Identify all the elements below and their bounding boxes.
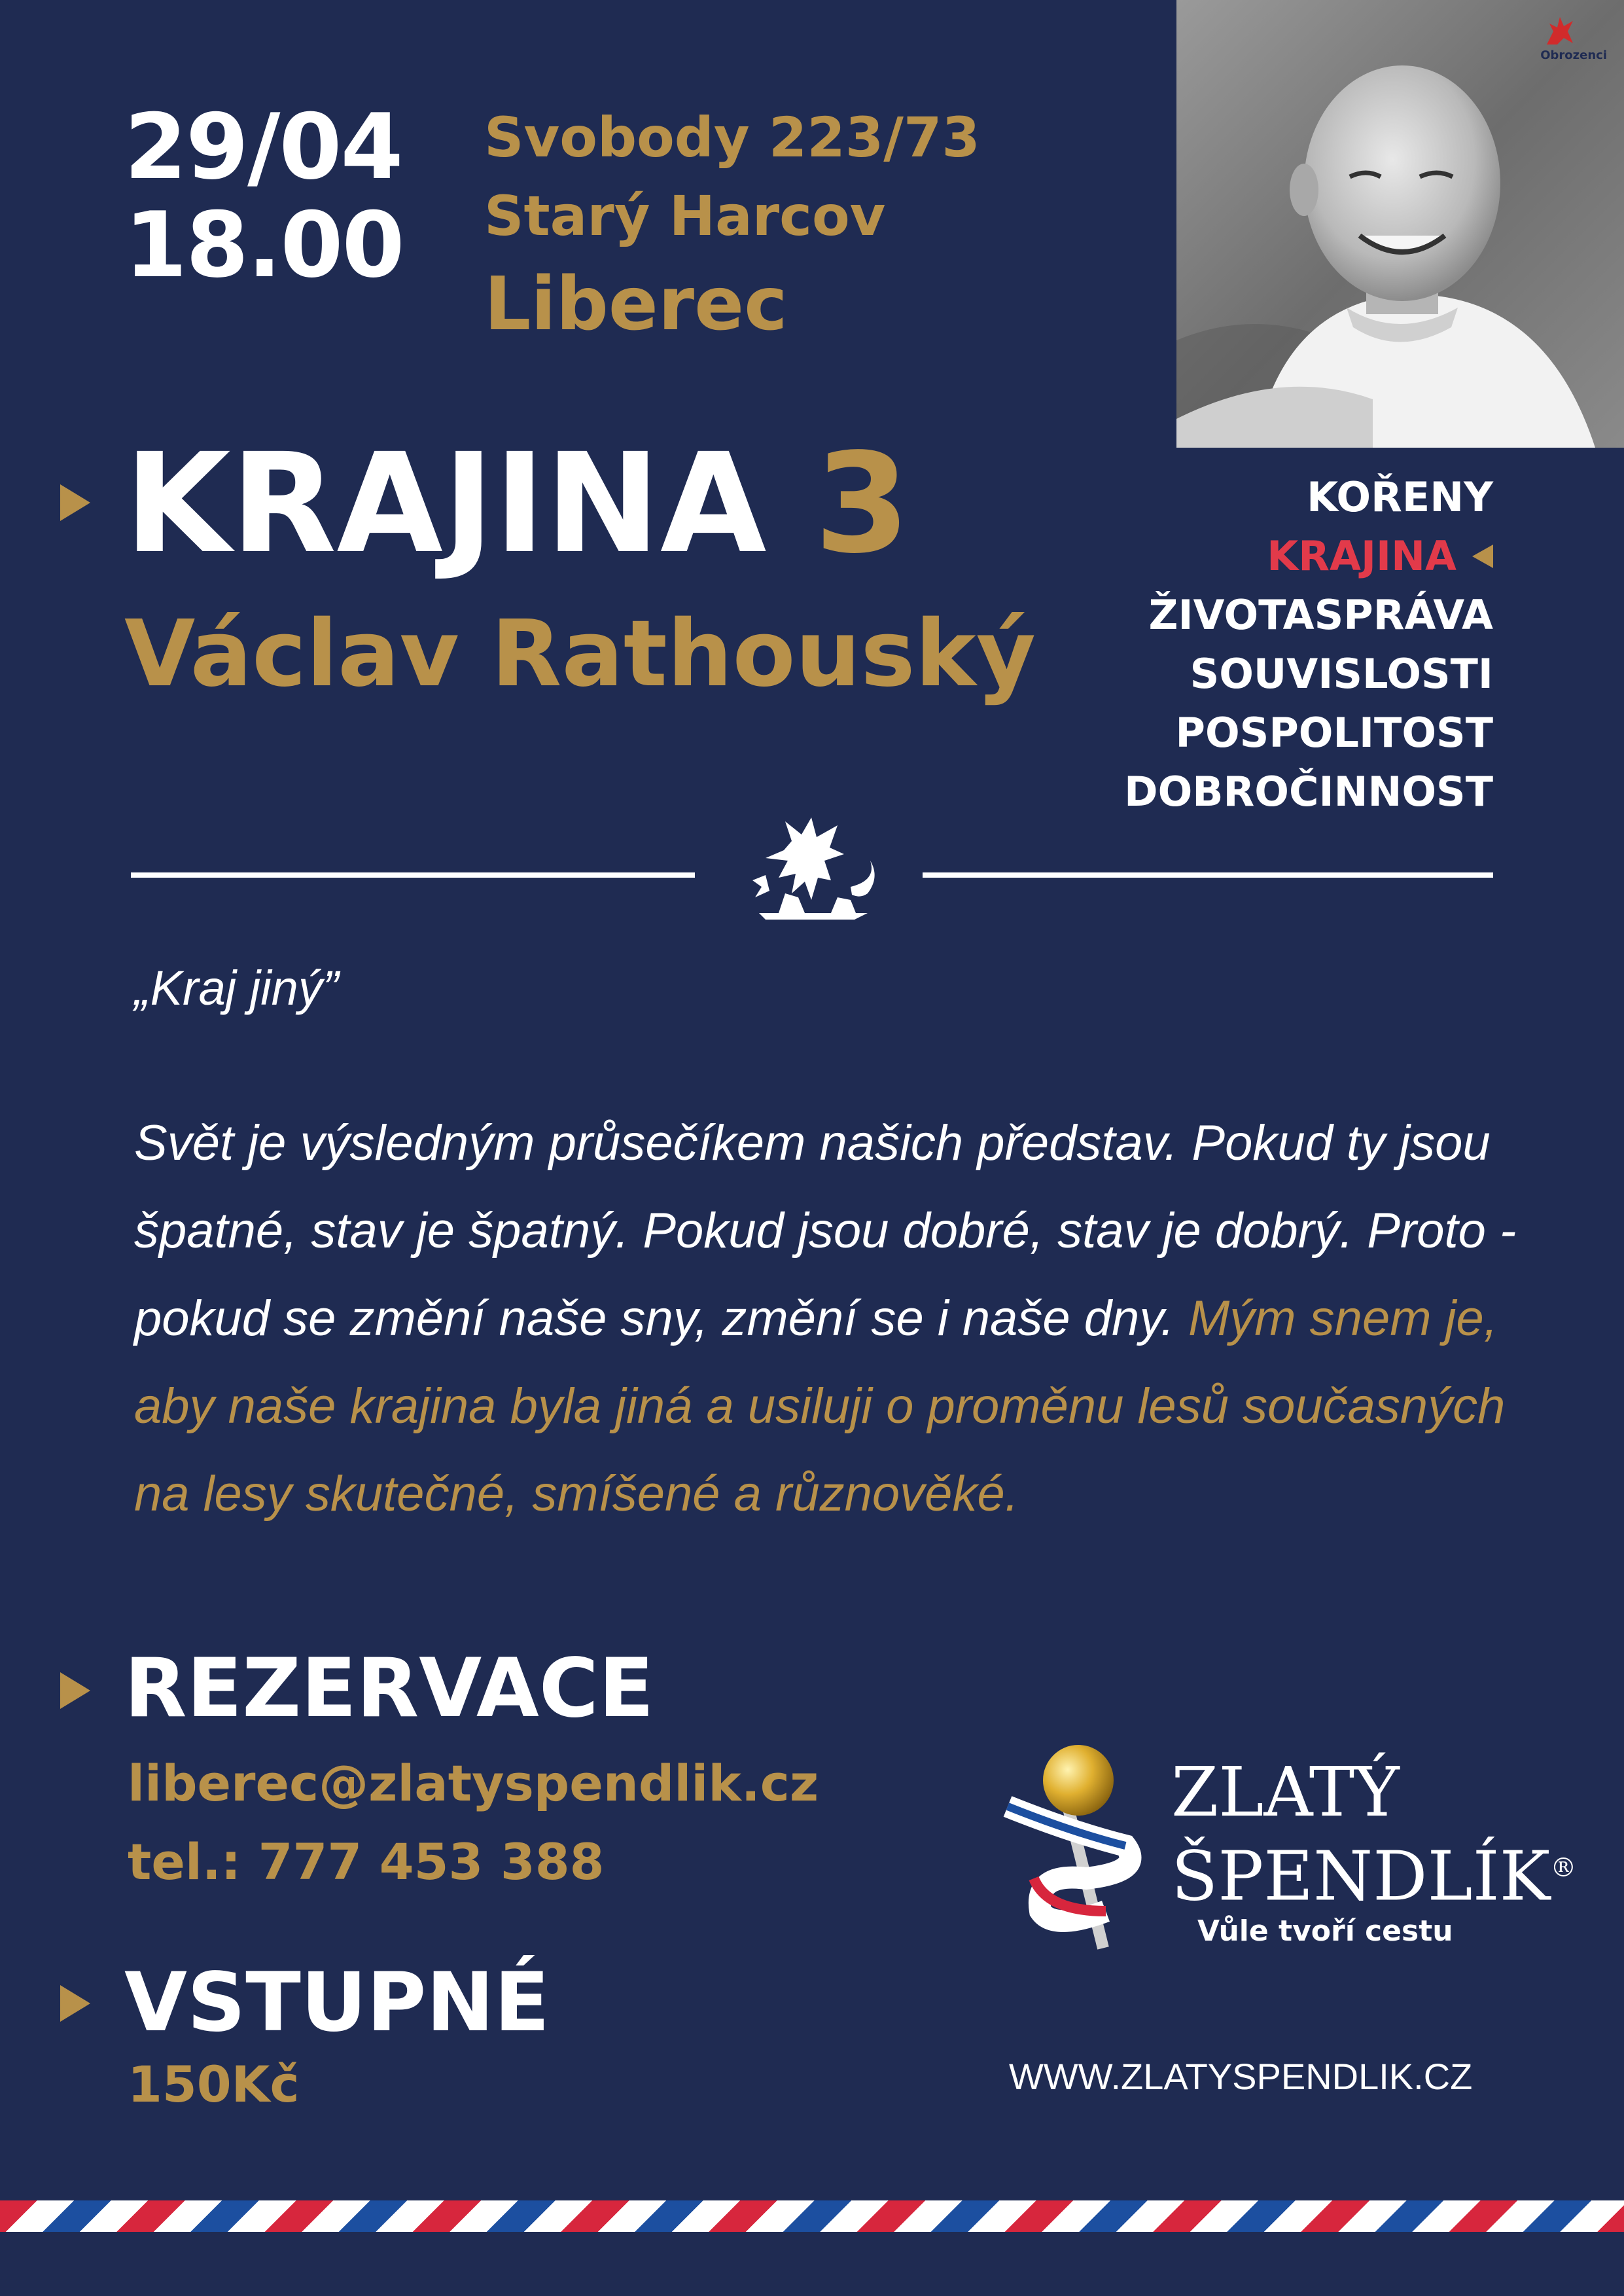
brand-line2: ŠPENDLÍK (1171, 1836, 1551, 1916)
address-street: Svobody 223/73 (484, 105, 980, 170)
address-city: Liberec (484, 262, 788, 347)
registered-mark: ® (1550, 1853, 1577, 1883)
title-main: KRAJINA (124, 423, 767, 584)
reservation-email[interactable]: liberec@zlatyspendlik.cz (128, 1754, 819, 1812)
speaker-name: Václav Rathouský (124, 601, 1036, 708)
series-item-souvislosti: SOUVISLOSTI (1190, 650, 1493, 698)
zlaty-spendlik-pin-icon (995, 1715, 1165, 1966)
divider-left (131, 872, 695, 878)
brand-wordmark (1171, 1754, 1576, 1948)
speaker-photo (1176, 0, 1624, 448)
website-link[interactable]: WWW.ZLATYSPENDLIK.CZ (1009, 2056, 1473, 2097)
active-marker-icon (1472, 545, 1493, 568)
quote-text-white: Svět je výsledným průsečíkem našich představ. Pokud ty jsou špatné, stav je špatný. Pokud jsou dobré, stav je dobrý. Proto - pokud se změní naše sny, změní se i naše dny. (134, 1115, 1517, 1346)
reservation-phone[interactable]: tel.: 777 453 388 (128, 1833, 605, 1891)
reservation-heading: REZERVACE (124, 1641, 654, 1736)
admission-heading: VSTUPNÉ (124, 1956, 550, 2050)
quote-title: „Kraj jiný” (134, 961, 339, 1015)
divider-right (923, 872, 1493, 878)
quote-text-gold: Mým snem je, aby naše krajina byla jiná a usiluji o proměnu lesů současných na lesy skutečné, smíšené a různověké. (134, 1291, 1506, 1522)
griffin-icon (1540, 12, 1580, 48)
reservation-arrow-icon (60, 1672, 90, 1709)
series-item-krajina: KRAJINA (1124, 527, 1493, 586)
griffin-emblem-icon (739, 815, 883, 935)
series-item-pospolitost: POSPOLITOST (1175, 709, 1493, 757)
admission-arrow-icon (60, 1985, 90, 2022)
series-item-koreny: KOŘENY (1307, 473, 1493, 521)
title-arrow-icon (60, 484, 90, 521)
brand-line2-wrap (1171, 1830, 1576, 1914)
obrozenci-label: Obrozenci (1540, 48, 1607, 62)
series-list (1124, 468, 1493, 821)
event-datetime (124, 94, 404, 298)
event-date: 29/04 (124, 94, 402, 200)
obrozenci-logo (1540, 12, 1607, 62)
admission-price: 150Kč (128, 2055, 300, 2113)
series-item-zivotosprava: ŽIVOTASPRÁVA (1148, 591, 1493, 639)
series-item-dobrocinnost: DOBROČINNOST (1124, 768, 1493, 816)
title-number: 3 (814, 423, 910, 584)
brand-line1: ZLATÝ (1171, 1752, 1400, 1832)
event-address (484, 98, 980, 353)
tricolor-stripe (0, 2200, 1624, 2232)
brand-tagline: Vůle tvoří cestu (1197, 1914, 1453, 1948)
address-district: Starý Harcov (484, 184, 886, 248)
quote-body (134, 1100, 1521, 1538)
event-time: 18.00 (124, 192, 404, 298)
event-title (124, 425, 910, 583)
speaker-portrait-image (1176, 0, 1624, 448)
